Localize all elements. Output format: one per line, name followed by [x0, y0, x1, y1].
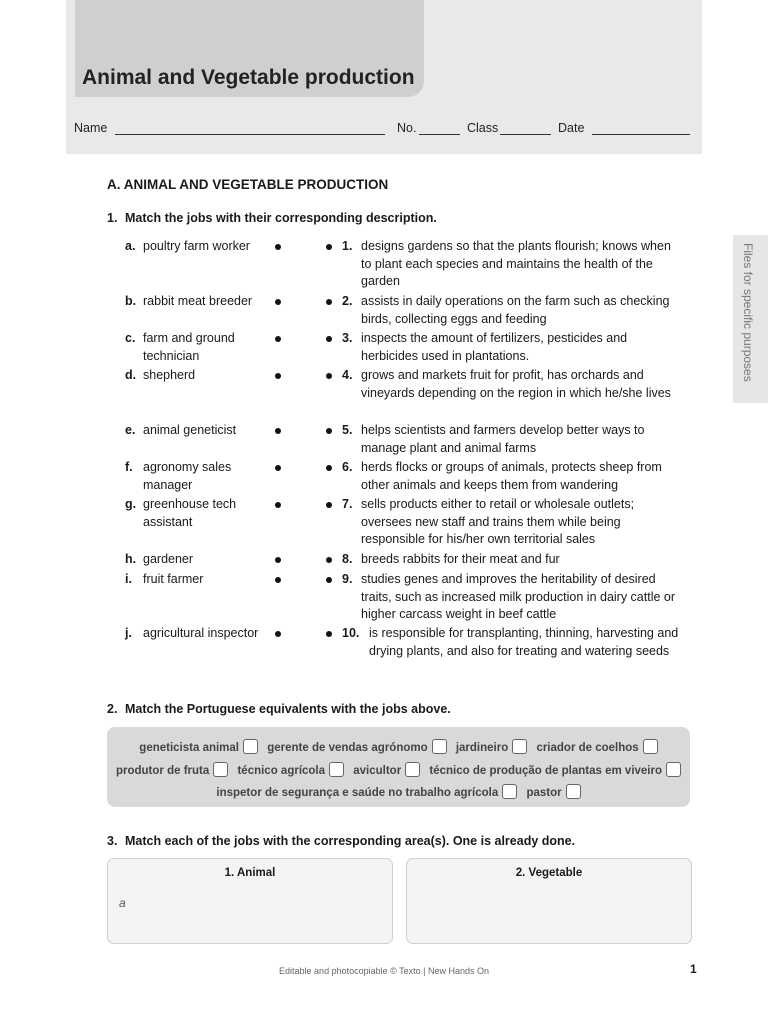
description-text: studies genes and improves the heritability of desired traits, such as increased milk production in dairy cattle or higher carcass weight in beef cattle — [361, 572, 676, 622]
portuguese-option: avicultor — [353, 762, 420, 777]
description-number: 6. — [342, 460, 353, 474]
area-answer: a — [119, 896, 126, 910]
job-text: greenhouse tech assistant — [143, 497, 237, 529]
job-text: agronomy sales manager — [143, 460, 232, 492]
job-text: rabbit meat breeder — [143, 294, 253, 308]
description-text: inspects the amount of fertilizers, pesticides and herbicides used in plantations. — [361, 331, 628, 363]
question-text: Match the jobs with their corresponding description. — [125, 211, 437, 225]
answer-checkbox[interactable] — [213, 762, 228, 777]
job-text: poultry farm worker — [143, 239, 250, 253]
portuguese-option: técnico de produção de plantas em viveiro — [429, 762, 681, 777]
question-number: 3. — [107, 834, 118, 848]
portuguese-option: pastor — [526, 784, 580, 799]
portuguese-line — [107, 762, 690, 777]
portuguese-option: geneticista animal — [139, 739, 258, 754]
question-number: 1. — [107, 211, 118, 225]
description-number: 1. — [342, 239, 353, 253]
job-letter: i. — [125, 572, 132, 586]
right-match-dot[interactable] — [326, 631, 332, 637]
answer-checkbox[interactable] — [405, 762, 420, 777]
question-3 — [107, 834, 575, 848]
job-letter: g. — [125, 497, 137, 511]
question-2 — [107, 702, 451, 716]
right-match-dot[interactable] — [326, 557, 332, 563]
description-number: 3. — [342, 331, 353, 345]
left-match-dot[interactable] — [275, 577, 281, 583]
job-text: gardener — [143, 552, 194, 566]
name-label: Name — [74, 121, 108, 135]
portuguese-option: inspetor de segurança e saúde no trabalho agrícola — [216, 784, 517, 799]
answer-checkbox[interactable] — [666, 762, 681, 777]
date-label: Date — [558, 121, 585, 135]
question-1 — [107, 211, 437, 225]
area-title: 1. Animal — [224, 867, 276, 879]
left-match-dot[interactable] — [275, 428, 281, 434]
job-letter: b. — [125, 294, 137, 308]
job-text: agricultural inspector — [143, 626, 259, 640]
job-text: fruit farmer — [143, 572, 204, 586]
description-text: helps scientists and farmers develop better ways to manage plant and animal farms — [361, 423, 645, 455]
question-number: 2. — [107, 702, 118, 716]
side-tab — [733, 235, 768, 403]
description-number: 8. — [342, 552, 353, 566]
job-letter: h. — [125, 552, 137, 566]
answer-checkbox[interactable] — [566, 784, 581, 799]
side-tab-label: Files for specific purposes — [741, 243, 755, 382]
answer-checkbox[interactable] — [329, 762, 344, 777]
description-text: breeds rabbits for their meat and fur — [361, 552, 560, 566]
section-title: A. ANIMAL AND VEGETABLE PRODUCTION — [107, 177, 389, 192]
vegetable-area-box[interactable] — [406, 858, 692, 944]
left-match-dot[interactable] — [275, 299, 281, 305]
description-number: 5. — [342, 423, 353, 437]
description-number: 10. — [342, 626, 360, 640]
right-match-dot[interactable] — [326, 336, 332, 342]
page-number: 1 — [690, 962, 697, 976]
right-match-dot[interactable] — [326, 502, 332, 508]
footer-copyright: Editable and photocopiable © Texto | New Hands On — [279, 966, 489, 976]
description-text: assists in daily operations on the farm such as checking birds, collecting eggs and feeding — [361, 294, 670, 326]
question-text: Match each of the jobs with the corresponding area(s). One is already done. — [125, 834, 576, 848]
portuguese-line — [107, 739, 690, 754]
right-match-dot[interactable] — [326, 465, 332, 471]
job-text: shepherd — [143, 368, 196, 382]
answer-checkbox[interactable] — [512, 739, 527, 754]
description-number: 2. — [342, 294, 353, 308]
answer-checkbox[interactable] — [432, 739, 447, 754]
description-number: 9. — [342, 572, 353, 586]
no-label: No. — [397, 121, 417, 135]
job-text: animal geneticist — [143, 423, 237, 437]
job-letter: a. — [125, 239, 136, 253]
left-match-dot[interactable] — [275, 336, 281, 342]
job-letter: j. — [125, 626, 132, 640]
portuguese-box — [107, 727, 690, 807]
portuguese-option: criador de coelhos — [536, 739, 657, 754]
portuguese-line — [107, 784, 690, 799]
right-match-dot[interactable] — [326, 428, 332, 434]
job-letter: d. — [125, 368, 137, 382]
job-letter: f. — [125, 460, 133, 474]
job-letter: c. — [125, 331, 136, 345]
student-info-row — [74, 121, 694, 141]
portuguese-option: produtor de fruta — [116, 762, 228, 777]
right-match-dot[interactable] — [326, 373, 332, 379]
answer-checkbox[interactable] — [643, 739, 658, 754]
answer-checkbox[interactable] — [502, 784, 517, 799]
job-text: farm and ground technician — [143, 331, 235, 363]
left-match-dot[interactable] — [275, 557, 281, 563]
left-match-dot[interactable] — [275, 502, 281, 508]
portuguese-option: jardineiro — [456, 739, 527, 754]
left-match-dot[interactable] — [275, 244, 281, 250]
description-text: herds flocks or groups of animals, protects sheep from other animals and keeps them from wandering — [361, 460, 662, 492]
left-match-dot[interactable] — [275, 465, 281, 471]
page-title: Animal and Vegetable production — [82, 66, 415, 89]
description-text: grows and markets fruit for profit, has orchards and vineyards depending on the region in which he/she lives — [361, 368, 671, 400]
description-text: is responsible for transplanting, thinning, harvesting and drying plants, and also for treating and watering seeds — [369, 626, 679, 658]
left-match-dot[interactable] — [275, 631, 281, 637]
description-text: designs gardens so that the plants flourish; knows when to plant each species and maintains the health of the garden — [361, 239, 671, 289]
area-title: 2. Vegetable — [515, 867, 583, 879]
question-text: Match the Portuguese equivalents with the jobs above. — [125, 702, 451, 716]
description-text: sells products either to retail or wholesale outlets; oversees new staff and trains them while being responsible for his/her own territorial sales — [361, 497, 635, 547]
class-label: Class — [467, 121, 499, 135]
portuguese-option: técnico agrícola — [237, 762, 344, 777]
left-match-dot[interactable] — [275, 373, 281, 379]
right-match-dot[interactable] — [326, 577, 332, 583]
answer-checkbox[interactable] — [243, 739, 258, 754]
right-match-dot[interactable] — [326, 244, 332, 250]
portuguese-option: gerente de vendas agrónomo — [267, 739, 446, 754]
description-number: 7. — [342, 497, 353, 511]
job-letter: e. — [125, 423, 136, 437]
description-number: 4. — [342, 368, 353, 382]
right-match-dot[interactable] — [326, 299, 332, 305]
animal-area-box[interactable] — [107, 858, 393, 944]
